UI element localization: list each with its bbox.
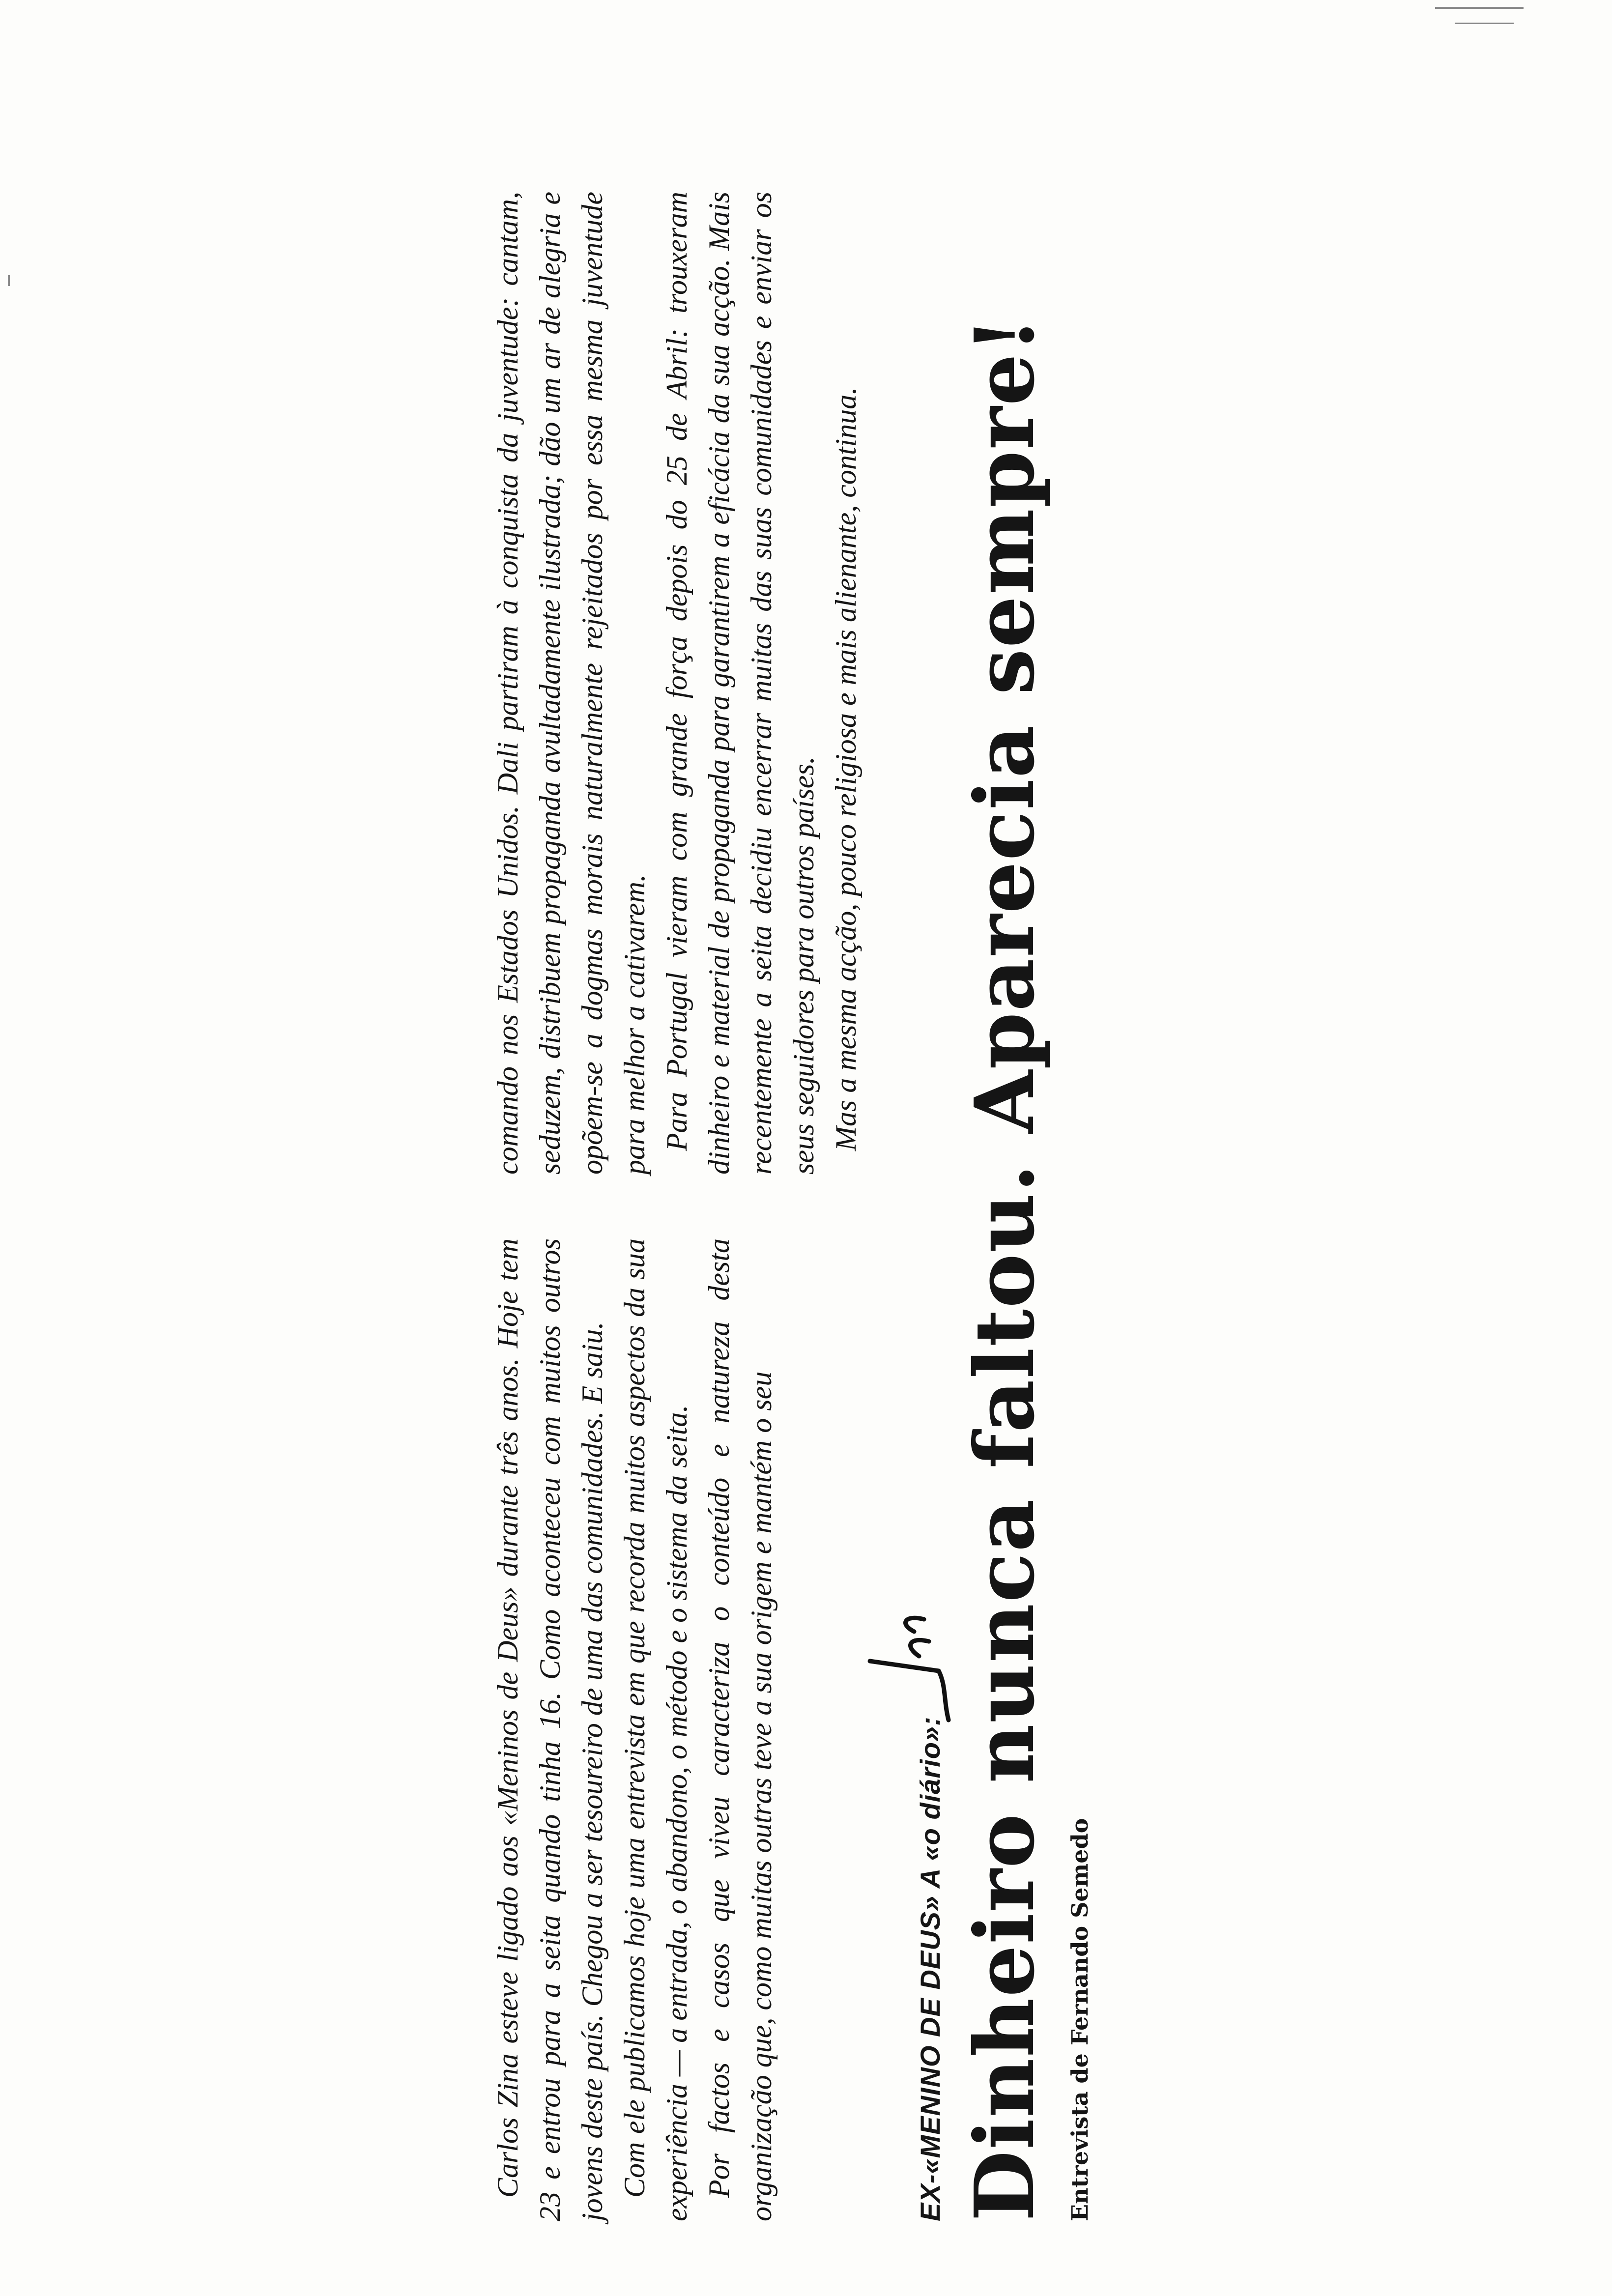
- scan-artifact-line: [1455, 23, 1514, 24]
- intro-paragraph: comando nos Estados Unidos. Dali partiram à conquista da juventude: cantam, seduzem, distribuem propaganda avultadamente ilustrada; dão um ar de alegria e opõem-se a dogmas morais naturalmente rejeitados por essa mesma juventude para melhor a cativarem.: [491, 192, 651, 1175]
- intro-paragraph: Com ele publicamos hoje uma entrevista em que recorda muitos aspectos da sua experiência — a entrada, o abandono, o método e o sistema da seita.: [618, 1238, 693, 2221]
- intro-paragraph: Por factos e casos que viveu caracteriza o conteúdo e natureza desta organização que, como muitas outras teve a sua origem e mantém o seu: [703, 1238, 777, 2221]
- intro-paragraph: Para Portugal vieram com grande força depois do 25 de Abril: trouxeram dinheiro e material de propaganda para garantirem a eficácia da sua acção. Mais recentemente a seita decidiu encerrar muitas das suas comunidades e enviar os seus seguidores para outros países.: [661, 192, 820, 1175]
- scan-artifact-dot: [8, 275, 10, 286]
- intro-column-right: [487, 192, 867, 1175]
- intro-column-left: [487, 1238, 782, 2221]
- intro-paragraph: Mas a mesma acção, pouco religiosa e mais alienante, continua.: [830, 387, 862, 1151]
- scan-artifact-line: [1435, 7, 1524, 9]
- article-kicker: EX-«MENINO DE DEUS» A «o diário»:: [915, 1716, 946, 2221]
- intro-paragraph: Carlos Zina esteve ligado aos «Meninos de Deus» durante três anos. Hoje tem 23 e entrou para a seita quando tinha 16. Como aconteceu com muitos outros jovens deste país. Chegou a ser tesoureiro de uma das comunidades. E saiu.: [491, 1238, 608, 2221]
- article-clipping: [487, 69, 1125, 2221]
- article-byline: Entrevista de Fernando Semedo: [1066, 1818, 1093, 2221]
- article-headline: Dinheiro nunca faltou. Aparecia sempre!: [957, 316, 1053, 2221]
